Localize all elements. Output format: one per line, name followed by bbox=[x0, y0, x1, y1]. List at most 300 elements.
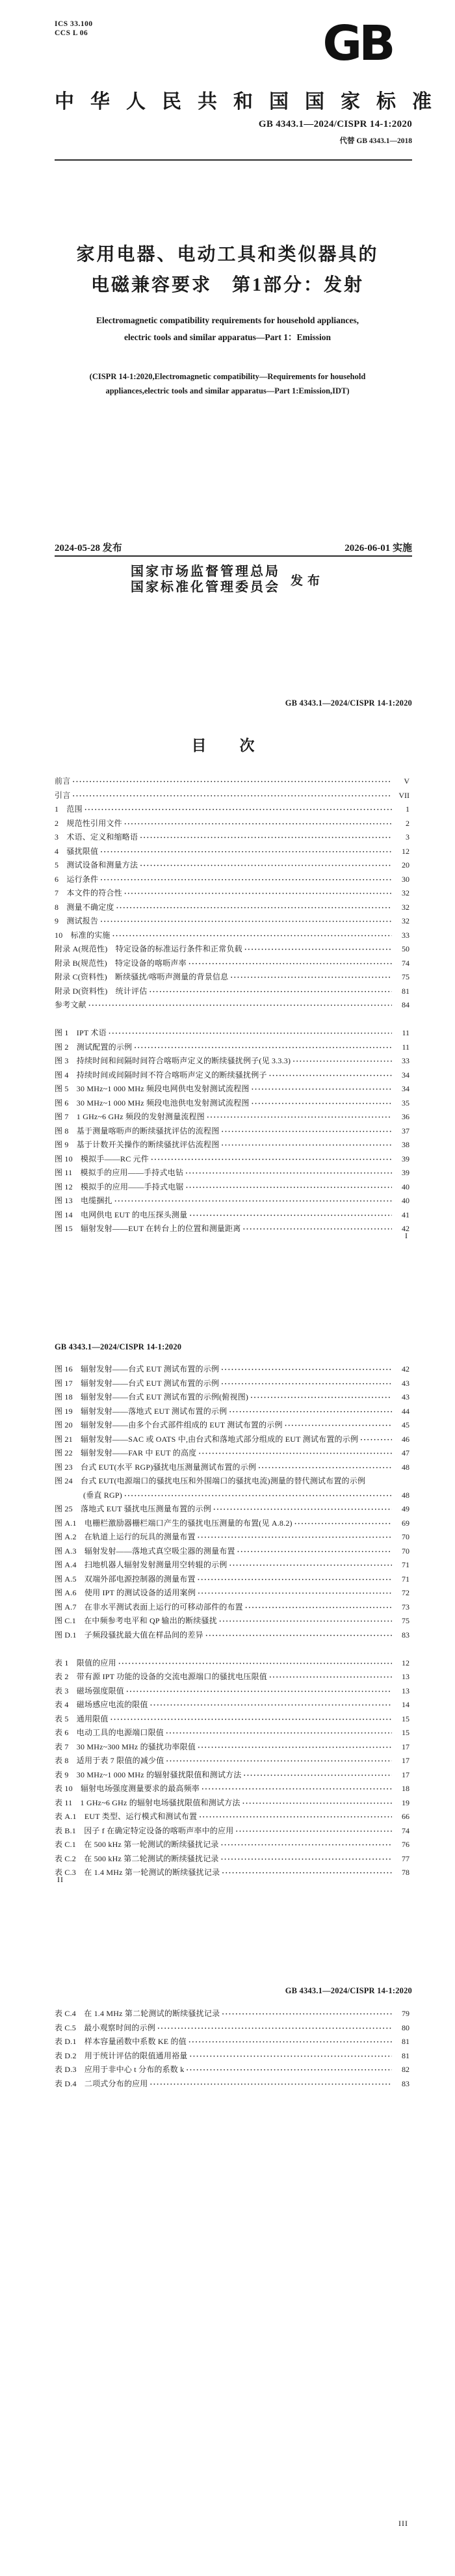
toc-row bbox=[55, 901, 410, 916]
toc-entry-title: 表 3 磁场强度限值 bbox=[55, 1686, 125, 1695]
toc-leader-dots bbox=[189, 1210, 392, 1220]
toc-row bbox=[55, 831, 410, 845]
page-number: I bbox=[405, 1231, 408, 1240]
toc-entry-title: 图 14 电网供电 EUT 的电压探头测量 bbox=[55, 1210, 188, 1219]
toc-leader-dots bbox=[110, 1714, 392, 1724]
toc-entry-title: 图 16 辐射发射——台式 EUT 测试布置的示例 bbox=[55, 1364, 220, 1374]
toc-leader-dots bbox=[149, 987, 392, 996]
toc-entry-title: 表 D.3 应用于非中心 t 分布的系数 k bbox=[55, 2065, 185, 2074]
toc-leader-dots bbox=[244, 944, 392, 954]
toc-entry-page: 48 bbox=[402, 1462, 410, 1472]
toc-title: 目 次 bbox=[191, 737, 264, 754]
toc-leader-dots bbox=[126, 1686, 392, 1696]
toc-leader-dots bbox=[188, 959, 392, 968]
toc-entry-title: 图 5 30 MHz~1 000 MHz 频段电网供电发射测试流程图 bbox=[55, 1084, 250, 1093]
toc-row bbox=[55, 1055, 410, 1069]
toc-row bbox=[55, 1559, 410, 1573]
toc-entry-title: 8 测量不确定度 bbox=[55, 902, 114, 912]
running-header: GB 4343.1—2024/CISPR 14-1:2020 bbox=[285, 1986, 412, 1995]
toc-entry-title: 图 2 测试配置的示例 bbox=[55, 1042, 133, 1052]
implementation-date: 2026-06-01 实施 bbox=[344, 543, 412, 553]
toc-row bbox=[55, 2064, 410, 2078]
toc-entry-page: 44 bbox=[402, 1406, 410, 1416]
toc-row bbox=[55, 2036, 410, 2050]
toc-row bbox=[55, 887, 410, 901]
toc-entry-title: 附录 B(规范性) 特定设备的喀呖声率 bbox=[55, 958, 187, 968]
toc-row bbox=[55, 985, 410, 1000]
toc-entry-page: 18 bbox=[402, 1784, 410, 1793]
toc-entry-page: 77 bbox=[402, 1853, 410, 1863]
toc-leader-dots bbox=[292, 1056, 392, 1066]
toc-entry-page: 40 bbox=[402, 1196, 410, 1205]
toc-row bbox=[55, 1027, 410, 1041]
toc-leader-dots bbox=[112, 931, 392, 940]
running-header: GB 4343.1—2024/CISPR 14-1:2020 bbox=[55, 1342, 182, 1351]
toc-entry-page: 32 bbox=[402, 888, 410, 897]
bottom-divider bbox=[55, 555, 412, 557]
toc-entry-page: 17 bbox=[402, 1756, 410, 1765]
toc-entry-title: 图 23 台式 EUT(水平 RGP)骚扰电压测量测试布置的示例 bbox=[55, 1462, 257, 1472]
toc-leader-dots bbox=[198, 1588, 392, 1598]
toc-entry-title: 图 15 辐射发射——EUT 在转台上的位置和测量距离 bbox=[55, 1224, 241, 1233]
toc-entry-title: 表 2 带有源 IPT 功能的设备的交流电源端口的骚扰电压限值 bbox=[55, 1672, 267, 1681]
toc-row bbox=[55, 873, 410, 888]
toc-entry-title: 图 25 落地式 EUT 骚扰电压测量布置的示例 bbox=[55, 1504, 211, 1513]
toc-row bbox=[55, 1223, 410, 1237]
toc-row bbox=[55, 1853, 410, 1867]
toc-entry-title: 图 7 1 GHz~6 GHz 频段的发射测量流程图 bbox=[55, 1112, 205, 1121]
toc-leader-dots bbox=[242, 1798, 392, 1808]
toc-leader-dots bbox=[221, 1840, 392, 1850]
toc-entry-title: 图 19 辐射发射——落地式 EUT 测试布置的示例 bbox=[55, 1406, 228, 1416]
toc-entry-title: 表 D.4 二项式分布的应用 bbox=[55, 2078, 148, 2088]
toc-leader-dots bbox=[219, 1616, 392, 1626]
toc-leader-dots bbox=[230, 972, 392, 982]
toc-entry-page: VII bbox=[398, 790, 410, 800]
toc-entry-page: 84 bbox=[402, 1000, 410, 1009]
toc-leader-dots bbox=[124, 819, 392, 829]
issuers-block bbox=[0, 564, 455, 595]
toc-entry-page: 15 bbox=[402, 1728, 410, 1737]
toc-row bbox=[55, 999, 410, 1013]
toc-entry-page: 13 bbox=[402, 1672, 410, 1681]
idt-note-line1: (CISPR 14-1:2020,Electromagnetic compatibility—Requirements for household bbox=[89, 372, 366, 381]
toc-entry-title: 图 3 持续时间和间隔时间符合喀呖声定义的断续骚扰例子(见 3.3.3) bbox=[55, 1056, 291, 1065]
toc-entry-page: 46 bbox=[402, 1434, 410, 1444]
toc-leader-dots bbox=[166, 1728, 392, 1738]
toc-leader-dots bbox=[198, 1532, 392, 1542]
toc-leader-dots bbox=[221, 1364, 392, 1374]
toc-leader-dots bbox=[252, 1098, 392, 1108]
toc-row bbox=[55, 1461, 410, 1476]
toc-leader-dots bbox=[202, 1784, 392, 1794]
toc-entry-page: 17 bbox=[402, 1770, 410, 1779]
toc-row bbox=[55, 2022, 410, 2036]
dates-row bbox=[55, 540, 412, 554]
toc-entry-page: 39 bbox=[402, 1168, 410, 1177]
toc-row bbox=[55, 1083, 410, 1097]
toc-row bbox=[55, 1447, 410, 1461]
toc-row bbox=[55, 1769, 410, 1783]
toc-entry-page: 36 bbox=[402, 1112, 410, 1121]
toc-leader-dots bbox=[213, 1504, 392, 1514]
toc-entry-page: 1 bbox=[406, 804, 410, 814]
issue-date: 2024-05-28 发布 bbox=[55, 543, 122, 553]
toc-entry-title: 图 A.2 在轨道上运行的玩具的测量布置 bbox=[55, 1532, 196, 1541]
toc-leader-dots bbox=[151, 1154, 392, 1164]
toc-leader-dots bbox=[222, 2009, 392, 2019]
toc-entry-title: 表 B.1 因子 f 在确定特定设备的喀呖声率中的应用 bbox=[55, 1826, 234, 1835]
toc-entry-page: 82 bbox=[402, 2065, 410, 2074]
toc-entry-title: 表 5 通用限值 bbox=[55, 1714, 109, 1723]
title-cn-line1: 家用电器、电动工具和类似器具的 bbox=[76, 245, 379, 265]
toc-entry-page: 78 bbox=[402, 1868, 410, 1877]
toc-leader-dots bbox=[88, 1000, 392, 1010]
toc-entry-page: 66 bbox=[402, 1812, 410, 1821]
toc-entry-page: 81 bbox=[402, 2051, 410, 2060]
toc-entry-title: 表 D.1 样本容量函数中系数 KE 的值 bbox=[55, 2037, 187, 2046]
toc-entry-page: 47 bbox=[402, 1448, 410, 1457]
toc-row bbox=[55, 803, 410, 817]
toc-gap bbox=[55, 1643, 410, 1657]
standard-number: GB 4343.1—2024/CISPR 14-1:2020 bbox=[258, 119, 412, 129]
national-standard-heading: 中华人民共和国国家标准 bbox=[55, 91, 448, 113]
toc-entry-title: 表 10 辐射电场强度测量要求的最高频率 bbox=[55, 1784, 200, 1793]
toc-row bbox=[55, 1727, 410, 1741]
toc-entry-title: 表 6 电动工具的电源端口限值 bbox=[55, 1728, 164, 1737]
toc-entry-page: 81 bbox=[402, 986, 410, 996]
toc-row bbox=[55, 1671, 410, 1685]
toc-entry-page: 71 bbox=[402, 1560, 410, 1569]
toc-entry-page: 43 bbox=[402, 1378, 410, 1388]
toc-entry-page: 32 bbox=[402, 902, 410, 912]
toc-leader-dots bbox=[72, 777, 392, 786]
toc-leader-dots bbox=[118, 1658, 392, 1668]
toc-leader-dots bbox=[205, 1630, 392, 1640]
toc-row bbox=[55, 1503, 410, 1517]
toc-row bbox=[55, 1741, 410, 1755]
issuer-line2: 国家标准化管理委员会 bbox=[130, 580, 280, 594]
toc-entry-title: 附录 D(资料性) 统计评估 bbox=[55, 986, 148, 996]
toc-entry-title: 表 7 30 MHz~300 MHz 的骚扰功率限值 bbox=[55, 1742, 196, 1751]
toc-row bbox=[55, 1573, 410, 1587]
toc-entry-title: 图 11 模拟手的应用——手持式电钻 bbox=[55, 1168, 184, 1177]
toc-row bbox=[55, 1153, 410, 1167]
toc-row bbox=[55, 2050, 410, 2064]
toc-entry-page: 70 bbox=[402, 1532, 410, 1541]
toc-entry-page: 17 bbox=[402, 1742, 410, 1751]
toc-entry-page: 43 bbox=[402, 1392, 410, 1401]
toc-entry-page: 40 bbox=[402, 1182, 410, 1191]
toc-leader-dots bbox=[166, 1756, 392, 1766]
toc-entry-page: 69 bbox=[402, 1518, 410, 1528]
toc-entry-title: 表 11 1 GHz~6 GHz 的辐射电场骚扰限值和测试方法 bbox=[55, 1798, 240, 1807]
toc-entry-page: 20 bbox=[402, 860, 410, 870]
toc-entry-title: 7 本文件的符合性 bbox=[55, 888, 122, 897]
toc-row bbox=[55, 1419, 410, 1433]
toc-leader-dots bbox=[252, 1084, 392, 1094]
toc-entry-title: 图 21 辐射发射——SAC 或 OATS 中,由台式和落地式部分组成的 EUT 测试布置的示例 bbox=[55, 1434, 359, 1444]
toc-entry-title: 图 22 辐射发射——FAR 中 EUT 的高度 bbox=[55, 1448, 197, 1457]
title-en-line1: Electromagnetic compatibility requirements for household appliances, bbox=[96, 315, 359, 325]
toc-entry-title: 图 A.3 辐射发射——落地式真空吸尘器的测量布置 bbox=[55, 1546, 235, 1556]
toc-entry-title: 表 D.2 用于统计评估的限值通用裕量 bbox=[55, 2051, 188, 2060]
toc-row bbox=[55, 1685, 410, 1699]
toc-entry-title: 表 C.1 在 500 kHz 第一轮测试的断续骚扰记录 bbox=[55, 1840, 219, 1849]
toc-entry-title: 表 4 磁场感应电流的限值 bbox=[55, 1700, 148, 1709]
toc-rows-page1 bbox=[55, 775, 410, 1237]
toc-entry-page: 37 bbox=[402, 1126, 410, 1135]
toc-entry-title: 6 运行条件 bbox=[55, 874, 99, 884]
toc-leader-dots bbox=[134, 1042, 392, 1052]
toc-entry-title: 图 13 电缆捆扎 bbox=[55, 1196, 112, 1205]
toc-entry-title: 引言 bbox=[55, 790, 71, 800]
toc-row bbox=[55, 1125, 410, 1139]
toc-rows-page2 bbox=[55, 1363, 410, 1881]
toc-entry-title: 附录 A(规范性) 特定设备的标准运行条件和正常负载 bbox=[55, 944, 242, 953]
toc-entry-title: 图 A.5 双端外部电源控制器的测量布置 bbox=[55, 1574, 196, 1584]
toc-leader-dots bbox=[250, 1392, 392, 1402]
toc-leader-dots bbox=[109, 1028, 392, 1038]
toc-row bbox=[55, 1195, 410, 1209]
toc-entry-page: 79 bbox=[402, 2009, 410, 2018]
toc-row bbox=[55, 1405, 410, 1420]
toc-leader-dots bbox=[221, 1126, 392, 1136]
toc-entry-page: V bbox=[404, 777, 410, 786]
toc-leader-dots bbox=[124, 1491, 392, 1500]
toc-entry-title: 表 1 限值的应用 bbox=[55, 1658, 116, 1667]
toc-entry-title: 图 9 基于计数开关操作的断续骚扰评估流程图 bbox=[55, 1140, 220, 1149]
toc-row bbox=[55, 1181, 410, 1195]
toc-entry-title: 5 测试设备和测量方法 bbox=[55, 860, 138, 870]
ics-ccs-codes bbox=[55, 20, 93, 38]
toc-row bbox=[55, 1377, 410, 1392]
toc-leader-dots bbox=[222, 1868, 392, 1878]
toc-entry-title: 图 8 基于测量喀呖声的断续骚扰评估的流程图 bbox=[55, 1126, 220, 1135]
toc-row bbox=[55, 1601, 410, 1615]
toc-entry-title: 3 术语、定义和缩略语 bbox=[55, 832, 138, 842]
toc-leader-dots bbox=[269, 1070, 392, 1080]
toc-leader-dots bbox=[243, 1224, 392, 1234]
toc-leader-dots bbox=[198, 1742, 392, 1752]
running-header: GB 4343.1—2024/CISPR 14-1:2020 bbox=[285, 698, 412, 708]
toc-page-1 bbox=[0, 644, 455, 1288]
gb-logo bbox=[317, 18, 398, 66]
toc-row bbox=[55, 859, 410, 873]
toc-entry-title: 图 24 台式 EUT(电源端口的骚扰电压和外围端口的骚扰电流)测量的替代测试布置的示例 bbox=[55, 1476, 366, 1485]
toc-row bbox=[55, 971, 410, 985]
toc-entry-page: 75 bbox=[402, 972, 410, 981]
issuer-line1: 国家市场监督管理总局 bbox=[130, 564, 280, 579]
toc-leader-dots bbox=[157, 2023, 392, 2033]
toc-entry-page: 34 bbox=[402, 1070, 410, 1080]
toc-entry-title: 图 4 持续时间或间隔时间不符合喀呖声定义的断续骚扰例子 bbox=[55, 1070, 267, 1080]
toc-leader-dots bbox=[245, 1602, 392, 1612]
toc-leader-dots bbox=[100, 875, 392, 884]
toc-entry-page: 32 bbox=[402, 916, 410, 925]
toc-entry-page: 74 bbox=[402, 1826, 410, 1835]
toc-entry-title: 图 C.1 在中频参考电平和 QP 输出的断续骚扰 bbox=[55, 1616, 217, 1625]
toc-row bbox=[55, 1587, 410, 1601]
toc-entry-title: 图 A.6 使用 IPT 的测试设备的适用案例 bbox=[55, 1588, 196, 1597]
toc-leader-dots bbox=[186, 1182, 392, 1192]
toc-leader-dots bbox=[124, 888, 392, 898]
toc-entry-title: 附录 C(资料性) 断续骚扰/喀呖声测量的背景信息 bbox=[55, 972, 229, 981]
toc-entry-title: 前言 bbox=[55, 777, 71, 786]
toc-entry-title: 图 A.4 扫地机器人辐射发射测量用空转辊的示例 bbox=[55, 1560, 228, 1569]
toc-entry-page: 33 bbox=[402, 930, 410, 940]
toc-entry-title: 图 6 30 MHz~1 000 MHz 频段电池供电发射测试流程图 bbox=[55, 1098, 250, 1108]
toc-row bbox=[55, 775, 410, 790]
toc-leader-dots bbox=[221, 1379, 392, 1388]
toc-entry-page: 50 bbox=[402, 944, 410, 953]
toc-entry-title: 10 标准的实施 bbox=[55, 930, 110, 940]
toc-leader-dots bbox=[229, 1560, 392, 1570]
toc-row bbox=[55, 1069, 410, 1083]
toc-leader-dots bbox=[84, 804, 392, 814]
toc-entry-page: 39 bbox=[402, 1154, 410, 1163]
toc-row bbox=[55, 1657, 410, 1671]
title-cn-line2: 电磁兼容要求 第1部分：发射 bbox=[90, 275, 364, 295]
toc-leader-dots bbox=[100, 916, 392, 926]
toc-row bbox=[55, 817, 410, 832]
toc-leader-dots bbox=[116, 903, 392, 912]
toc-entry-title: 图 20 辐射发射——由多个台式部件组成的 EUT 测试布置的示例 bbox=[55, 1420, 283, 1429]
toc-gap bbox=[55, 1013, 410, 1028]
toc-entry-page: 71 bbox=[402, 1574, 410, 1584]
issuer-names bbox=[131, 564, 280, 595]
toc-entry-page: 75 bbox=[402, 1616, 410, 1625]
toc-leader-dots bbox=[360, 1435, 392, 1444]
toc-row bbox=[55, 1489, 410, 1504]
toc-entry-page: 42 bbox=[402, 1224, 410, 1233]
toc-row bbox=[55, 1391, 410, 1405]
toc-entry-page: 34 bbox=[402, 1084, 410, 1093]
toc-row bbox=[55, 1797, 410, 1811]
ccs-code: CCS L 06 bbox=[55, 29, 88, 37]
toc-row bbox=[55, 845, 410, 860]
toc-entry-page: 14 bbox=[402, 1700, 410, 1709]
toc-entry-title: 图 A.7 在非水平测试表面上运行的可移动部件的布置 bbox=[55, 1602, 243, 1612]
toc-row bbox=[55, 1531, 410, 1545]
toc-leader-dots bbox=[72, 791, 392, 801]
toc-row bbox=[55, 1811, 410, 1825]
toc-row bbox=[55, 1433, 410, 1448]
toc-row bbox=[55, 929, 410, 944]
toc-row bbox=[55, 1167, 410, 1181]
toc-row bbox=[55, 1699, 410, 1713]
toc-leader-dots bbox=[207, 1112, 392, 1122]
toc-leader-dots bbox=[150, 2079, 392, 2089]
toc-entry-title: 图 D.1 子频段骚扰最大值在样品间的差异 bbox=[55, 1630, 203, 1640]
toc-entry-title: 4 骚扰限值 bbox=[55, 846, 99, 856]
toc-leader-dots bbox=[285, 1420, 392, 1430]
toc-entry-page: 33 bbox=[402, 1056, 410, 1065]
toc-entry-page: 11 bbox=[402, 1042, 410, 1052]
toc-leader-dots bbox=[258, 1463, 392, 1472]
toc-entry-page: 35 bbox=[402, 1098, 410, 1108]
toc-row bbox=[55, 1209, 410, 1223]
toc-entry-page: 73 bbox=[402, 1602, 410, 1612]
toc-row bbox=[55, 1041, 410, 1056]
toc-entry-page: 12 bbox=[402, 1658, 410, 1667]
toc-entry-page: 45 bbox=[402, 1420, 410, 1429]
toc-leader-dots bbox=[150, 1700, 392, 1710]
toc-entry-page: 83 bbox=[402, 1630, 410, 1640]
toc-entry-page: 76 bbox=[402, 1840, 410, 1849]
toc-leader-dots bbox=[269, 1672, 392, 1682]
toc-leader-dots bbox=[294, 1519, 392, 1528]
toc-entry-title: 参考文献 bbox=[55, 1000, 86, 1009]
toc-leader-dots bbox=[198, 1574, 392, 1584]
cover-page bbox=[0, 0, 455, 644]
top-divider bbox=[55, 159, 412, 161]
toc-leader-dots bbox=[199, 1812, 392, 1822]
toc-entry-title: 1 范围 bbox=[55, 804, 83, 814]
toc-leader-dots bbox=[235, 1826, 392, 1836]
toc-entry-title: 表 C.2 在 500 kHz 第二轮测试的断续骚扰记录 bbox=[55, 1853, 219, 1863]
toc-leader-dots bbox=[114, 1196, 392, 1206]
toc-leader-dots bbox=[186, 2065, 392, 2075]
toc-entry-page: 41 bbox=[402, 1210, 410, 1219]
toc-entry-page: 48 bbox=[402, 1490, 410, 1500]
replaces-note: 代替 GB 4343.1—2018 bbox=[339, 137, 412, 145]
toc-entry-page: 30 bbox=[402, 874, 410, 884]
toc-entry-page: 11 bbox=[402, 1028, 410, 1037]
toc-entry-page: 81 bbox=[402, 2037, 410, 2046]
gb-logo-text: GB bbox=[322, 18, 393, 66]
toc-entry-page: 15 bbox=[402, 1714, 410, 1723]
toc-entry-page: 3 bbox=[406, 832, 410, 842]
toc-leader-dots bbox=[188, 2037, 392, 2047]
toc-entry-page: 72 bbox=[402, 1588, 410, 1597]
title-en-line2: electric tools and similar apparatus—Part 1：Emission bbox=[124, 332, 332, 342]
toc-entry-page: 2 bbox=[406, 818, 410, 828]
toc-leader-dots bbox=[221, 1854, 392, 1864]
toc-entry-title: (垂直 RGP) bbox=[83, 1490, 122, 1500]
toc-entry-page: 70 bbox=[402, 1546, 410, 1556]
toc-rows-page3 bbox=[55, 2008, 410, 2091]
toc-leader-dots bbox=[221, 1140, 392, 1150]
toc-entry-title: 表 9 30 MHz~1 000 MHz 的辐射骚扰限值和测试方法 bbox=[55, 1770, 242, 1779]
toc-leader-dots bbox=[185, 1168, 392, 1178]
toc-entry-title: 图 18 辐射发射——台式 EUT 测试布置的示例(俯视图) bbox=[55, 1392, 249, 1401]
toc-row bbox=[55, 1139, 410, 1153]
toc-leader-dots bbox=[140, 832, 392, 842]
toc-entry-title: 2 规范性引用文件 bbox=[55, 818, 122, 828]
toc-leader-dots bbox=[237, 1547, 392, 1556]
ics-code: ICS 33.100 bbox=[55, 20, 93, 28]
toc-entry-title: 表 8 适用于表 7 限值的减少值 bbox=[55, 1756, 164, 1765]
publish-label: 发布 bbox=[290, 574, 324, 588]
toc-row bbox=[55, 1545, 410, 1560]
toc-row bbox=[55, 1713, 410, 1727]
toc-page-3 bbox=[0, 1932, 455, 2576]
page-number: II bbox=[57, 1875, 64, 1884]
toc-row bbox=[55, 1825, 410, 1839]
toc-entry-title: 表 A.1 EUT 类型、运行模式和测试布置 bbox=[55, 1812, 198, 1821]
toc-row bbox=[55, 943, 410, 957]
toc-row bbox=[55, 1755, 410, 1769]
idt-note-line2: appliances,electric tools and similar apparatus—Part 1:Emission,IDT) bbox=[105, 386, 350, 395]
toc-entry-title: 表 C.5 最小观察时间的示例 bbox=[55, 2023, 156, 2032]
toc-row bbox=[55, 1629, 410, 1643]
toc-entry-page: 83 bbox=[402, 2078, 410, 2088]
toc-row bbox=[55, 1839, 410, 1853]
toc-row bbox=[55, 1783, 410, 1797]
toc-row bbox=[55, 1475, 410, 1489]
toc-entry-page: 80 bbox=[402, 2023, 410, 2032]
